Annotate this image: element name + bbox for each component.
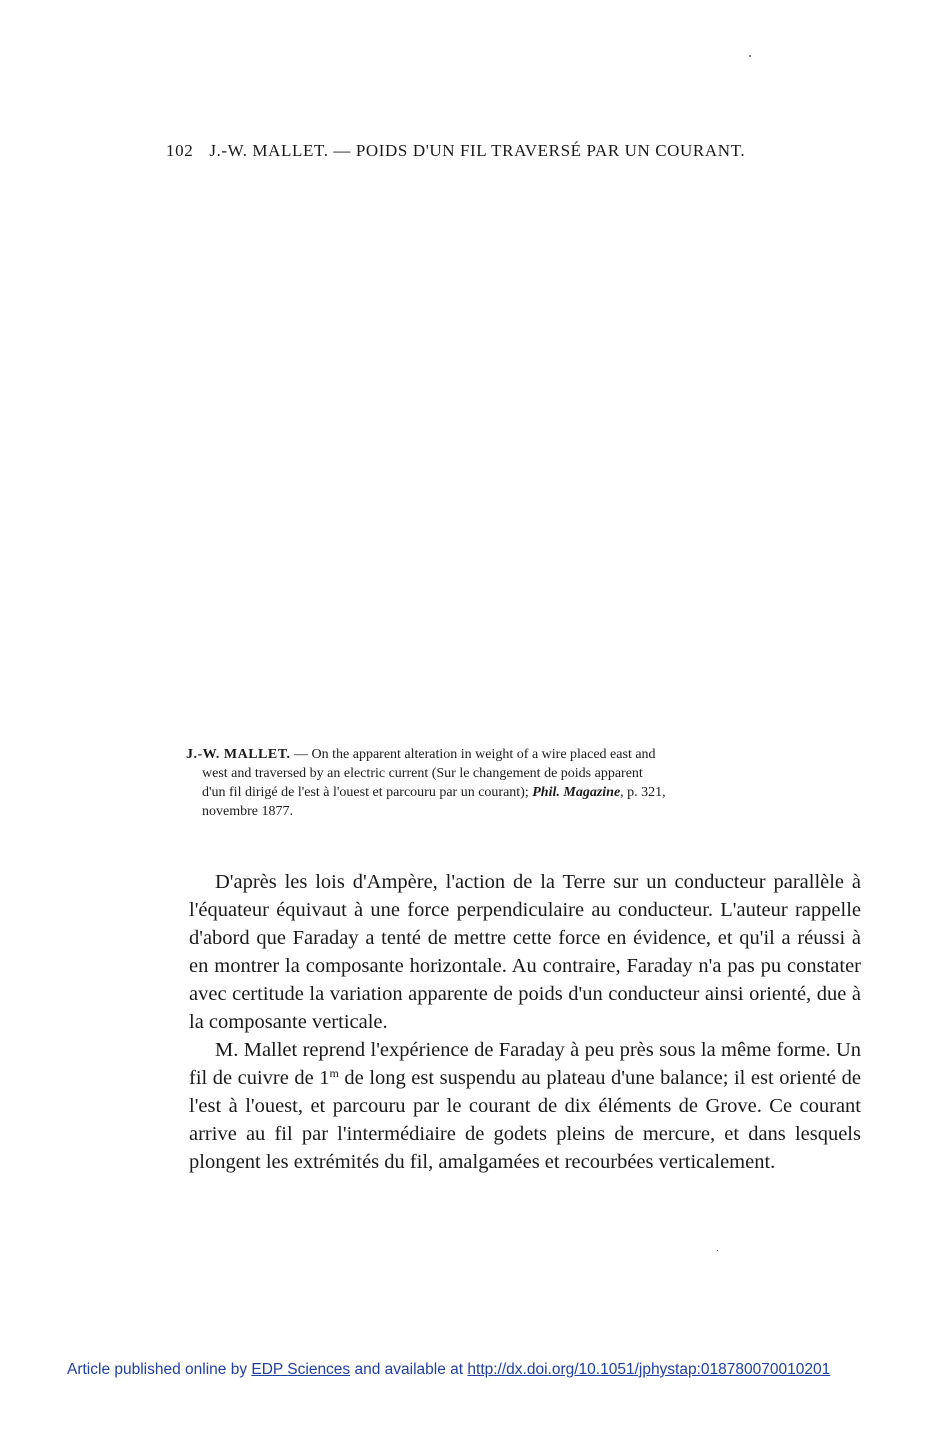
reference-line-1 (186, 745, 851, 764)
unit-superscript: m (329, 1066, 339, 1080)
publisher-link[interactable]: EDP Sciences (251, 1361, 351, 1378)
doi-link[interactable]: http://dx.doi.org/10.1051/jphystap:018780070010201 (467, 1361, 831, 1378)
paragraph-2-part-2: de long est suspendu au plateau d'une balance; il est orienté de l'est à l'ouest, et parcouru par le courant de dix éléments de Grove. Ce courant arrive au fil par l'intermédiaire de godets pleins de mercure, et dans lesquels plongent les extrémités du fil, amalgamées et recourbées verticalement. (189, 1067, 862, 1173)
paragraph-2-part-1: M. Mallet reprend l'expérience de Faraday à peu près sous la même forme. Un fil de cuivre de 1 (189, 1039, 861, 1089)
reference-translation-end: d'un fil dirigé de l'est à l'ouest et parcouru par un courant); (202, 785, 533, 800)
reference-title-start: — On the apparent alteration in weight of a wire placed east and (290, 747, 656, 762)
footer-middle: and available at (350, 1361, 468, 1378)
reference-line-3 (186, 783, 851, 802)
footer-prefix: Article published online by (67, 1361, 252, 1378)
scan-speck (717, 1250, 718, 1251)
paragraph-1: D'après les lois d'Ampère, l'action de la Terre sur un conducteur parallèle à l'équateur équivaut à une force perpendiculaire au conducteur. L'auteur rappelle d'abord que Faraday a tenté de mettre cette force en évidence, et qu'il a réussi à en montrer la composante horizontale. Au contraire, Faraday n'a pas pu constater avec certitude la variation apparente de poids d'un conducteur ainsi orienté, due à la composante verticale. (189, 871, 861, 1033)
reference-page: , p. 321, (620, 785, 666, 800)
reference-journal: Phil. Magazine (532, 785, 621, 800)
article-body (189, 868, 861, 1176)
reference-author: J.-W. MALLET. (186, 747, 291, 762)
reference-line-2: west and traversed by an electric current (Sur le changement de poids apparent (202, 766, 643, 781)
paragraph-2 (189, 1036, 861, 1176)
scan-speck (749, 55, 751, 57)
header-title: J.-W. MALLET. — POIDS D'UN FIL TRAVERSÉ PAR UN COURANT. (209, 141, 746, 160)
publication-footer (67, 1361, 830, 1379)
running-header (166, 141, 826, 161)
page-number: 102 (166, 141, 194, 160)
reference-date: novembre 1877. (202, 804, 293, 819)
bibliographic-reference (186, 745, 851, 821)
